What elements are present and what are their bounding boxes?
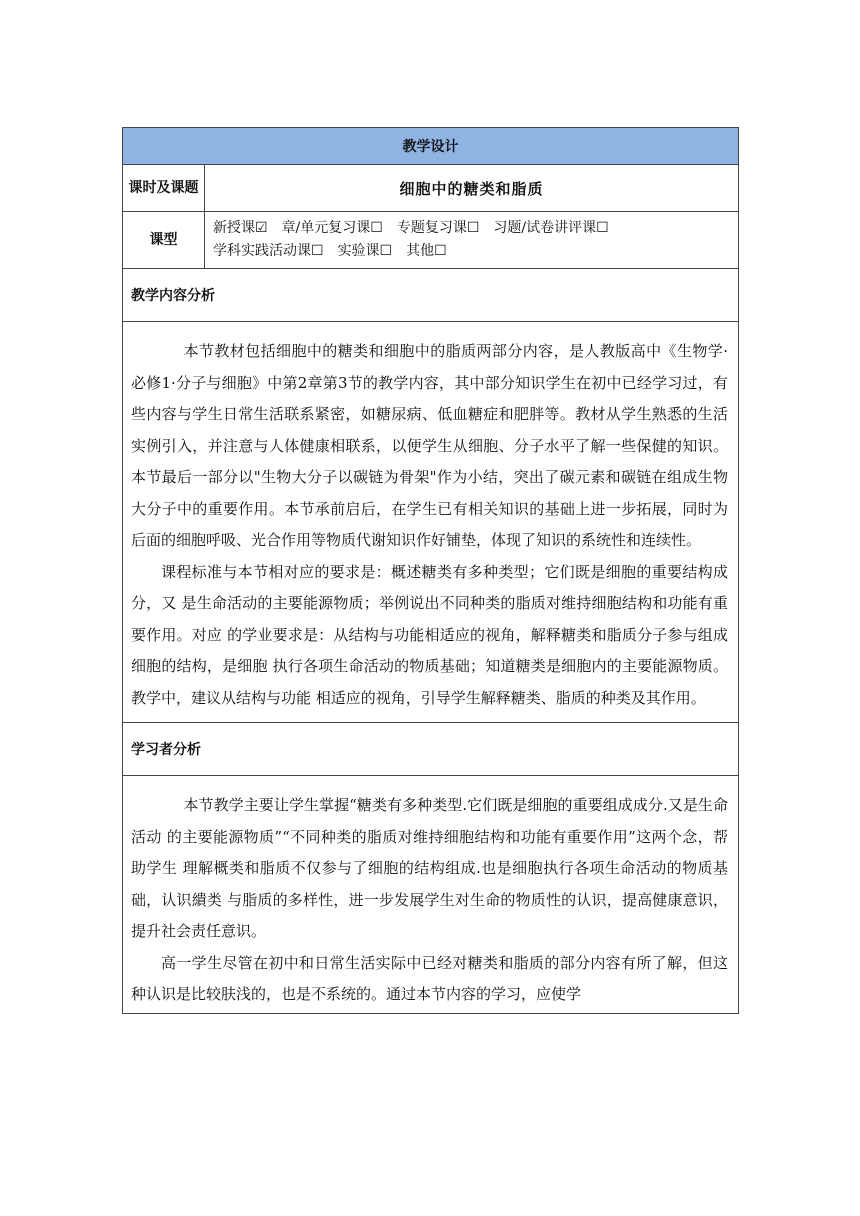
lesson-title: 细胞中的糖类和脂质 [205, 165, 739, 212]
lesson-type-option-unit-review[interactable]: 章/单元复习课☐ [281, 220, 383, 236]
lesson-design-table [122, 127, 739, 1014]
keshi-label: 课时及课题 [123, 165, 205, 212]
lesson-type-options [205, 212, 739, 269]
lesson-type-option-practice[interactable]: 学科实践活动课☐ [213, 243, 324, 259]
learner-analysis-paragraph: 高一学生尽管在初中和日常生活实际中已经对糖类和脂质的部分内容有所了解，但这种认识是比较肤浅的，也是不系统的。通过本节内容的学习，应使学 [131, 953, 728, 1003]
content-analysis-body-row [123, 322, 739, 723]
content-analysis-head-row [123, 269, 739, 322]
content-analysis-paragraph: 本节教材包括细胞中的糖类和细胞中的脂质两部分内容，是人教版高中《生物学·必修1·分子与细胞》中第2章第3节的教学内容，其中部分知识学生在初中已经学习过，有些内容与学生日常生活联系紧密，如糖尿病、低血糖症和肥胖等。教材从学生熟悉的生活实例引入，并注意与人体健康相联系，以便学生从细胞、分子水平了解一些保健的知识。本节最后一部分以"生物大分子以碳链为骨架"作为小结，突出了碳元素和碳链在组成生物大分子中的重要作用。本节承前启后，在学生已有相关知识的基础上进一步拓展，同时为后面的细胞呼吸、光合作用等物质代谢知识作好铺垫，体现了知识的系统性和连续性。 [131, 342, 728, 549]
table-title-row [123, 128, 739, 165]
learner-analysis-paragraph: 本节教学主要让学生掌握“糖类有多种类型.它们既是细胞的重要组成成分.又是生命活动 的主要能源物质”“不同种类的脂质对维持细胞结构和功能有重要作用”这两个念，帮助学生 理解概类和脂质不仅参与了细胞的结构组成.也是细胞执行各项生命活动的物质基础，认识繢类 与脂质的多样性，进一步发展学生对生命的物质性的认识，提高健康意识，提升社会责任意识。 [131, 796, 728, 940]
learner-analysis-body [123, 776, 739, 1014]
content-analysis-heading: 教学内容分析 [123, 269, 739, 322]
learner-analysis-body-row [123, 776, 739, 1014]
lesson-type-option-exercise-review[interactable]: 习题/试卷讲评课☐ [493, 220, 609, 236]
lesson-type-row [123, 212, 739, 269]
content-analysis-paragraph: 课程标准与本节相对应的要求是：概述糖类有多种类型；它们既是细胞的重要结构成分，又 是生命活动的主要能源物质；举例说出不同种类的脂质对维持细胞结构和功能有重要作用。对应 的学业要求是：从结构与功能相适应的视角，解释糖类和脂质分子参与组成细胞的结构，是细胞 执行各项生命活动的物质基础；知道糖类是细胞内的主要能源物质。教学中，建议从结构与功能 相适应的视角，引导学生解释糖类、脂质的种类及其作用。 [131, 562, 728, 707]
learner-analysis-head-row [123, 723, 739, 776]
lesson-type-option-new[interactable]: 新授课☑ [213, 220, 268, 236]
lesson-type-option-topic-review[interactable]: 专题复习课☐ [396, 220, 480, 236]
keshi-row [123, 165, 739, 212]
lesson-type-option-experiment[interactable]: 实验课☐ [337, 243, 393, 259]
content-analysis-body [123, 322, 739, 723]
lesson-type-label: 课型 [123, 212, 205, 269]
learner-analysis-heading: 学习者分析 [123, 723, 739, 776]
lesson-type-option-other[interactable]: 其他☐ [406, 243, 447, 259]
table-title: 教学设计 [123, 128, 739, 165]
